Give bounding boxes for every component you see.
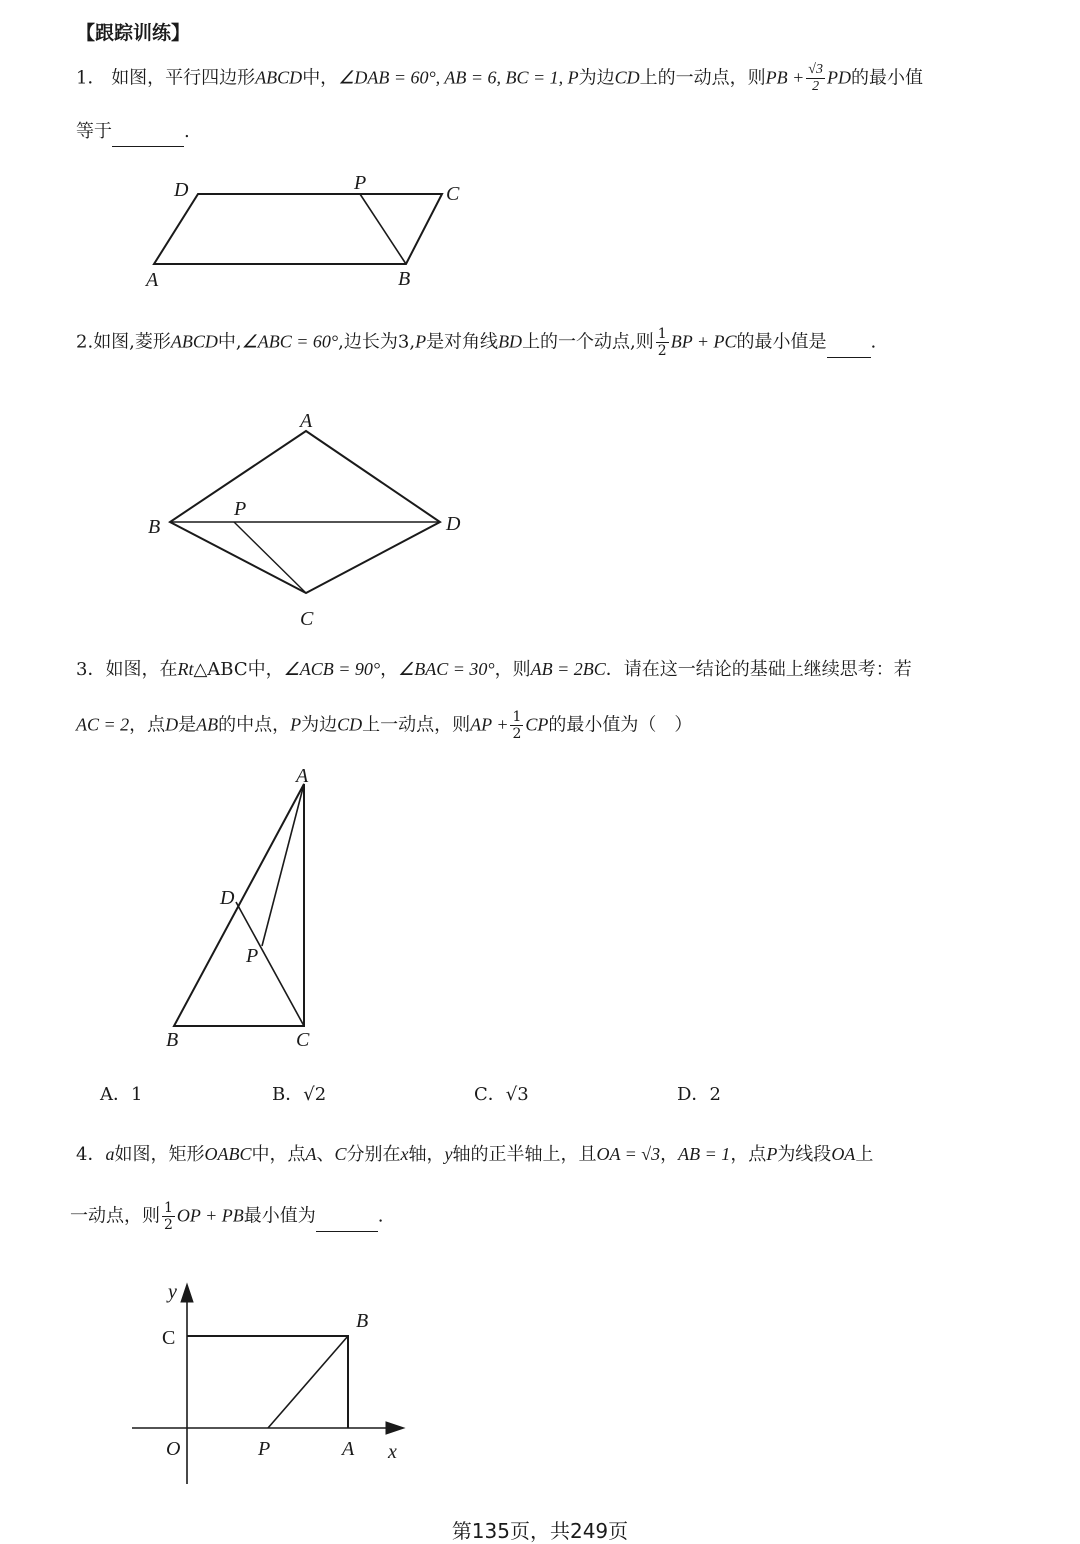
problem-4-line-1 [76, 1140, 873, 1169]
rhombus-abcd [170, 431, 440, 593]
option-letter: C． [474, 1084, 506, 1105]
problem-2-math: ∠ABC = 60° [241, 331, 339, 352]
label-p: P [234, 498, 247, 520]
segment-ap [262, 784, 304, 946]
option-value: √2 [303, 1084, 327, 1105]
problem-1-text: 如图，平行四边形 [111, 67, 256, 89]
problem-2-text: 的最小值是 [736, 331, 827, 353]
option-value: 1 [131, 1084, 143, 1105]
problem-1-text: 的最小值 [850, 67, 923, 89]
problem-2-math: P [415, 331, 427, 352]
problem-2-number: 2. [76, 331, 94, 353]
option-value: √3 [505, 1084, 529, 1105]
problem-1-text: 等于 [76, 121, 112, 142]
option-letter: A． [100, 1084, 131, 1105]
problem-3-math: ∠ACB = 90° [283, 659, 381, 679]
answer-blank[interactable] [827, 329, 871, 358]
problem-2-line-1 [76, 326, 876, 359]
option-value: 2 [709, 1084, 721, 1105]
problem-4-math: P [766, 1144, 778, 1164]
label-o: O [166, 1438, 181, 1460]
fraction-denominator: 2 [512, 726, 522, 742]
problem-4-text: 轴的正半轴上，且 [452, 1144, 597, 1165]
fraction-denominator: 2 [812, 79, 820, 94]
problem-4-text: ， [660, 1144, 679, 1165]
problem-3-text: 上一动点，则 [362, 714, 471, 736]
problem-1-text: 上的一动点，则 [639, 67, 766, 89]
problem-2-text: 是对角线 [426, 331, 499, 353]
problem-1-line-1 [76, 62, 923, 95]
problem-4-number: 4． [76, 1144, 106, 1165]
problem-4-math: AB = 1 [678, 1144, 731, 1164]
label-a: A [342, 1438, 355, 1460]
fraction-numerator: 1 [512, 709, 522, 725]
problem-3-line-2 [76, 709, 692, 742]
problem-4-text: 如图，矩形 [114, 1144, 205, 1165]
problem-1-math: PB + [765, 67, 805, 88]
option-b[interactable] [272, 1080, 326, 1106]
label-a: A [296, 765, 309, 787]
problem-3-number: 3． [76, 659, 106, 680]
problem-3-math: CP [525, 714, 549, 735]
problem-2-math: BP + PC [670, 331, 737, 352]
problem-4-math: OA [831, 1144, 856, 1164]
problem-1-math: PD [826, 67, 851, 88]
problem-1-math: CD [614, 67, 640, 88]
label-c: C [296, 1029, 310, 1051]
problem-3-text: 如图，在 [105, 659, 178, 680]
label-x: x [388, 1441, 397, 1463]
problem-3-math: AC = 2 [76, 714, 130, 735]
label-d: D [220, 887, 235, 909]
problem-4-math: y [444, 1144, 453, 1164]
problem-4-math: a [105, 1144, 115, 1164]
fraction-denominator: 2 [164, 1217, 173, 1233]
label-b: B [398, 268, 411, 290]
problem-2-figure [140, 405, 480, 635]
label-p: P [246, 945, 259, 967]
problem-1-fraction [806, 62, 825, 95]
problem-3-math: P [290, 714, 302, 735]
segment-pc [234, 522, 306, 593]
answer-blank[interactable] [316, 1203, 378, 1232]
problem-3-math: CD [337, 714, 363, 735]
problem-4-math: OABC [204, 1144, 252, 1164]
y-axis-arrow-icon [181, 1284, 193, 1302]
fraction-numerator: √3 [808, 62, 823, 77]
problem-3-text: ，点 [129, 714, 166, 736]
fraction-numerator: 1 [657, 326, 667, 342]
problem-4-math: OA = √3 [596, 1144, 661, 1164]
problem-3-math: AP + [470, 714, 509, 735]
option-c[interactable] [474, 1080, 529, 1106]
problem-2-text: . [870, 331, 877, 353]
problem-4-math: A [305, 1144, 317, 1164]
option-d[interactable] [677, 1080, 721, 1106]
page-footer: 第135页，共249页 [451, 1519, 629, 1543]
label-b: B [166, 1029, 179, 1051]
option-letter: D． [677, 1084, 710, 1105]
problem-1-text: . [184, 121, 190, 142]
problem-1-number: 1． [76, 67, 106, 89]
problem-3-text: 为边 [301, 714, 338, 736]
problem-3-line-1 [76, 655, 912, 684]
problem-3-math: AB [196, 714, 219, 735]
problem-2-fraction [656, 326, 669, 359]
problem-4-text: 上 [855, 1144, 874, 1165]
label-a: A [300, 410, 313, 432]
problem-3-text: ．请在这一结论的基础上继续思考：若 [605, 659, 912, 680]
problem-2-math: BD [498, 331, 523, 352]
fraction-numerator: 1 [164, 1200, 173, 1216]
problem-3-math: AB = 2BC [530, 659, 606, 679]
section-heading: 【跟踪训练】 [76, 22, 191, 44]
problem-1-figure [130, 168, 490, 293]
problem-3-text: 是 [178, 714, 197, 736]
problem-4-line-2 [70, 1200, 383, 1233]
problem-3-fraction [510, 709, 523, 742]
answer-blank[interactable] [112, 118, 184, 147]
segment-pb [268, 1336, 348, 1428]
problem-4-text: 为线段 [777, 1144, 832, 1165]
problem-1-text: 为边 [578, 67, 615, 89]
problem-3-math: ∠BAC = 30° [398, 659, 495, 679]
problem-2-math: 3 [397, 331, 410, 353]
label-b: B [148, 516, 161, 538]
problem-3-figure [150, 762, 340, 1052]
problem-2-text: 如图,菱形 [93, 331, 171, 353]
problem-1-text: 中， [302, 67, 339, 89]
rectangle-oabc [187, 1336, 348, 1428]
problem-4-math: x [400, 1144, 409, 1164]
label-p: P [354, 172, 367, 194]
problem-4-text: 轴， [408, 1144, 445, 1165]
label-c: C [446, 183, 460, 205]
fraction-denominator: 2 [657, 343, 667, 359]
problem-1-math: ABCD [255, 67, 303, 88]
problem-3-text: ， [380, 659, 399, 680]
label-y: y [168, 1281, 177, 1303]
problem-3-math: △ABC [193, 659, 248, 680]
problem-2-text: , [409, 331, 416, 353]
problem-3-text: 的最小值为（ ） [548, 714, 693, 736]
problem-1-line-2 [76, 118, 190, 147]
problem-3-math: Rt [177, 659, 194, 679]
problem-4-figure [120, 1270, 420, 1490]
label-d: D [446, 513, 461, 535]
label-d: D [174, 179, 189, 201]
problem-4-text: 、 [316, 1144, 335, 1165]
label-c: C [300, 608, 314, 630]
option-letter: B． [272, 1084, 304, 1105]
problem-4-text: 一动点，则 [70, 1205, 160, 1227]
label-p: P [258, 1438, 271, 1460]
problem-4-text: . [377, 1205, 384, 1227]
problem-3-text: 中， [247, 659, 284, 680]
problem-2-text: 上的一个动点,则 [522, 331, 654, 353]
problem-4-text: 最小值为 [243, 1205, 316, 1227]
problem-4-math: C [334, 1144, 347, 1164]
problem-4-text: ，点 [730, 1144, 767, 1165]
problem-3-math: D [165, 714, 179, 735]
problem-4-fraction [162, 1200, 175, 1233]
problem-4-math: OP + PB [176, 1205, 244, 1226]
x-axis-arrow-icon [386, 1422, 404, 1434]
problem-3-text: ，则 [494, 659, 531, 680]
label-c: C [162, 1327, 176, 1349]
problem-2-math: ABCD [170, 331, 218, 352]
problem-3-text: 的中点， [218, 714, 291, 736]
problem-2-text: ,边长为 [338, 331, 398, 353]
problem-1-math: ∠DAB = 60°, AB = 6, BC = 1, P [338, 67, 579, 88]
label-b: B [356, 1310, 369, 1332]
problem-2-text: 中, [217, 331, 242, 353]
problem-4-text: 中，点 [251, 1144, 306, 1165]
option-a[interactable] [100, 1080, 142, 1106]
segment-pb [360, 194, 406, 264]
problem-4-text: 分别在 [346, 1144, 401, 1165]
label-a: A [146, 269, 159, 291]
